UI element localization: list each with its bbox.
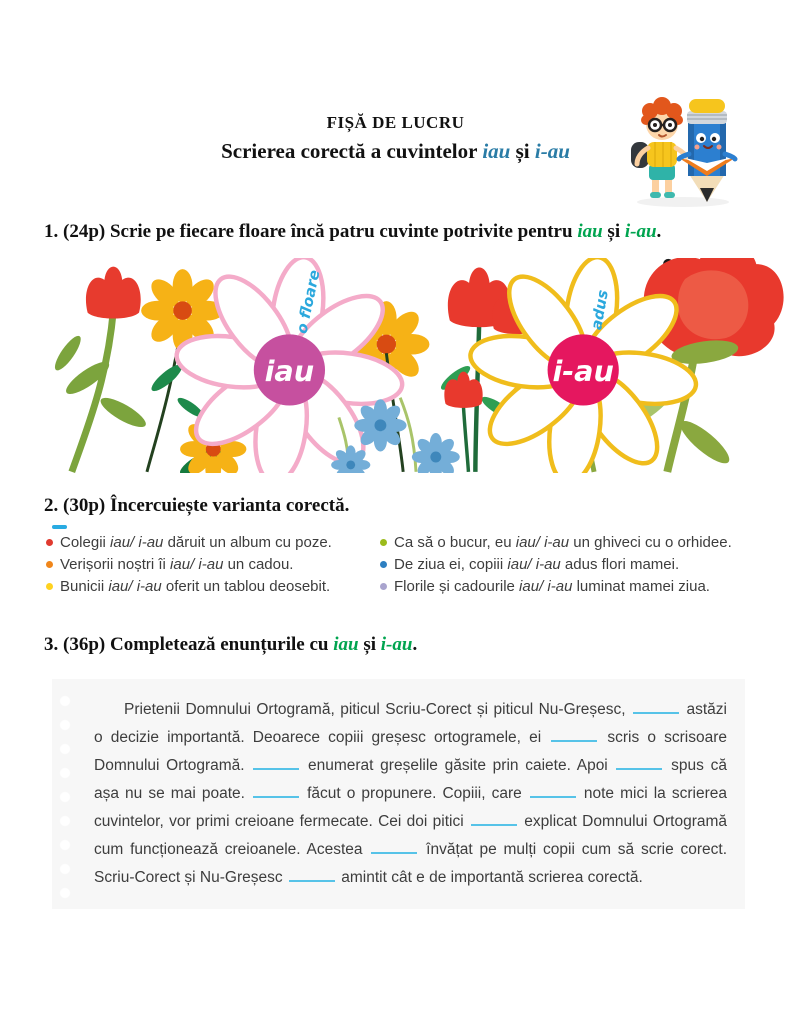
q3-word-i-au: i-au xyxy=(380,634,413,655)
boy-with-pencil-illustration xyxy=(621,96,741,208)
sentence-text: Florile și cadourile xyxy=(394,578,520,595)
bullet-dot xyxy=(380,539,387,546)
decorative-dash xyxy=(52,525,67,529)
choice-list-right xyxy=(380,532,780,598)
word-choice[interactable]: iau/ i-au xyxy=(110,534,164,551)
sentence-text: adus flori mamei. xyxy=(560,556,680,573)
red-tulip xyxy=(86,267,141,319)
fill-in-box xyxy=(52,679,745,909)
sentence-text: Ca să o bucur, eu xyxy=(394,534,516,551)
blank-line[interactable] xyxy=(551,727,597,742)
blank-line[interactable] xyxy=(253,783,299,798)
blank-line[interactable] xyxy=(289,867,335,882)
flower1-center-label: iau xyxy=(264,353,315,388)
word-choice[interactable]: iau/ i-au xyxy=(515,534,570,551)
blank-line[interactable] xyxy=(616,755,662,770)
q1-text: 1. (24p) Scrie pe fiecare floare încă patru cuvinte potrivite pentru xyxy=(44,221,578,242)
blue-flower xyxy=(354,399,406,451)
shadow xyxy=(637,197,729,207)
bullet-dot xyxy=(380,561,387,568)
q1-word-i-au: i-au xyxy=(624,221,657,242)
sentence-text: dăruit un album cu poze. xyxy=(163,534,332,551)
word-choice[interactable]: iau/ i-au xyxy=(108,578,162,595)
q3-mid: și xyxy=(358,634,381,655)
page-title: FIȘĂ DE LUCRU xyxy=(326,113,465,132)
q3-suffix: . xyxy=(412,634,418,655)
choice-exercise xyxy=(0,532,791,598)
list-item xyxy=(46,576,380,597)
word-choice[interactable]: iau/ i-au xyxy=(170,556,224,573)
q1-word-iau: iau xyxy=(577,221,603,242)
flower-garden-illustration xyxy=(52,258,784,473)
word-choice[interactable]: iau/ i-au xyxy=(519,578,573,595)
list-item xyxy=(46,532,380,553)
list-item xyxy=(380,554,780,575)
sentence-text: un cadou. xyxy=(223,556,294,573)
list-item xyxy=(380,532,780,553)
question-3-heading xyxy=(0,632,791,657)
list-item xyxy=(380,576,780,597)
subtitle-word-iau: iau xyxy=(482,139,511,163)
sentence-text: oferit un tablou deosebit. xyxy=(161,578,331,595)
sentence-text: un ghiveci cu o orhidee. xyxy=(569,534,732,551)
subtitle-text: Scrierea corectă a cuvintelor xyxy=(221,139,483,163)
flower1-petal-word: o floare xyxy=(293,268,324,336)
flower2-petal-word: adus xyxy=(588,288,612,332)
question-2-heading: 2. (30p) Încercuiește varianta corectă. xyxy=(44,495,350,516)
sentence-text: De ziua ei, copiii xyxy=(394,556,508,573)
blank-line[interactable] xyxy=(253,755,299,770)
flower2-center-label: i-au xyxy=(552,353,614,388)
blank-line[interactable] xyxy=(471,811,517,826)
bullet-dot xyxy=(46,561,53,568)
pencil-eraser xyxy=(689,99,725,113)
q1-suffix: . xyxy=(656,221,662,242)
sentence-text: luminat mamei ziua. xyxy=(572,578,710,595)
fill-in-paragraph: Prietenii Domnului Ortogramă, piticul Scriu-Corect și piticul Nu-Greșesc, astăzi o decizie importantă. Deoarece copiii greșesc ortogramele, ei scris o scrisoare Domnului Ortogramă. enumerat greșelile găsite prin caiete. Apoi spus că așa nu se mai poate. făcut o propunere. Copiii, care note mici la scrierea cuvintelor, vor primi creioane fermecate. Cei doi pitici explicat Domnului Ortogramă cum funcționează creioanele. Acestea învățat pe mulți copii cum să scrie corect. Scriu-Corect și Nu-Greșesc amintit cât e de importantă scrierea corectă. xyxy=(94,701,728,886)
list-item xyxy=(46,554,380,575)
q3-word-iau: iau xyxy=(333,634,359,655)
blank-line[interactable] xyxy=(633,699,679,714)
bullet-dot xyxy=(380,583,387,590)
sentence-text: Colegii xyxy=(60,534,111,551)
subtitle-mid: și xyxy=(510,139,535,163)
subtitle-word-i-au: i-au xyxy=(534,139,570,163)
blank-line[interactable] xyxy=(371,839,417,854)
sentence-text: Bunicii xyxy=(60,578,109,595)
q3-text: 3. (36p) Completează enunțurile cu xyxy=(44,634,334,655)
q1-mid: și xyxy=(602,221,625,242)
blank-line[interactable] xyxy=(530,783,576,798)
choice-list-left xyxy=(46,532,380,598)
sentence-text: Verișorii noștri îi xyxy=(60,556,171,573)
bullet-dot xyxy=(46,539,53,546)
question-1-heading xyxy=(0,219,791,244)
notebook-holes-decoration xyxy=(57,689,73,899)
word-choice[interactable]: iau/ i-au xyxy=(507,556,561,573)
bullet-dot xyxy=(46,583,53,590)
